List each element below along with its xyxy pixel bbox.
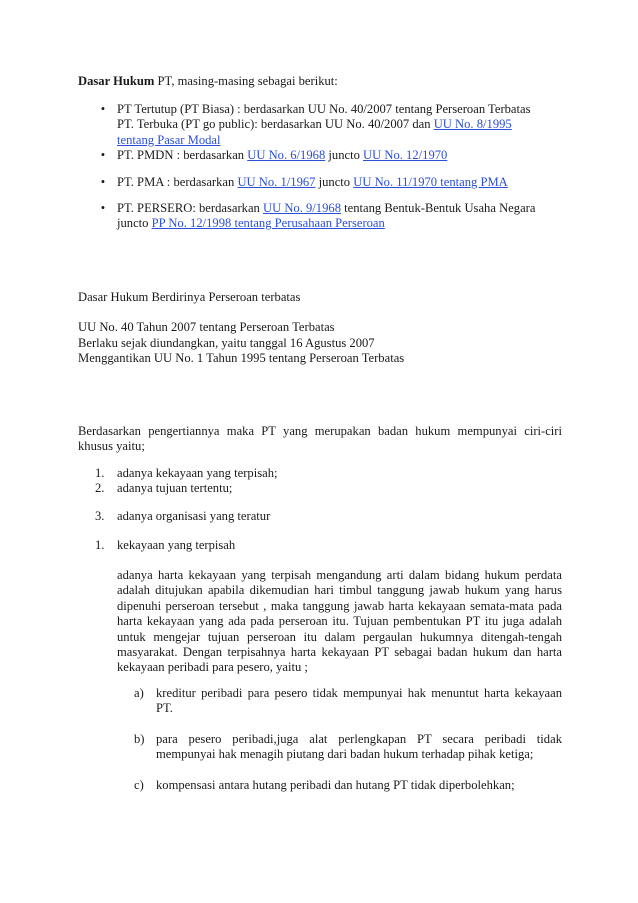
- bullet-text: juncto: [315, 174, 354, 189]
- bullet-text: [117, 216, 562, 231]
- text-line: Berlaku sejak diundangkan, yaitu tanggal 16 Agustus 2007: [78, 335, 375, 350]
- bullet-item: [100, 174, 562, 190]
- body-paragraph: adanya harta kekayaan yang terpisah mengandung arti dalam bidang hukum perdata adalah ditujukan apabila dikemudian hari timbul tanggung jawab hukum yang harus dipenuhi perseroan tersebut , maka tanggung jawab harta kekayaan semata-mata pada harta kekayaan yang ada pada perseroan itu. Tujuan pembentukan PT itu juga adalah untuk mengejar tujuan perseroan itu dalam pergaulan hukumnya ditengah-tengah masyarakat. Dengan terpisahnya harta kekayaan PT sebagai badan hukum dan harta kekayaan peribadi para pesero, yaitu ;: [117, 568, 562, 675]
- text-line: Menggantikan UU No. 1 Tahun 1995 tentang Perseroan Terbatas: [78, 351, 405, 366]
- text-line: UU No. 40 Tahun 2007 tentang Perseroan Terbatas: [78, 320, 335, 335]
- link-uu-1-1967[interactable]: UU No. 1/1967: [237, 174, 316, 189]
- bullet-text: [117, 117, 562, 132]
- section-heading: Dasar Hukum Berdirinya Perseroan terbatas: [78, 290, 301, 304]
- bullet-item: [100, 102, 562, 148]
- sub-item: [134, 686, 562, 717]
- link-uu-11-1970[interactable]: UU No. 11/1970 tentang PMA: [353, 174, 508, 189]
- bullet-text-part: juncto: [117, 216, 152, 231]
- bullet-list: [100, 102, 562, 232]
- link-pasar-modal[interactable]: tentang Pasar Modal: [117, 132, 221, 147]
- section-dasar-hukum: [78, 290, 562, 367]
- bullet-text-part: tentang Bentuk-Bentuk Usaha Negara: [341, 201, 536, 216]
- link-uu-12-1970[interactable]: UU No. 12/1970: [363, 148, 448, 163]
- bullet-icon: •: [100, 148, 106, 163]
- bullet-item: [100, 201, 562, 232]
- sub-item: [134, 731, 562, 763]
- link-uu-8-1995[interactable]: UU No. 8/1995: [433, 117, 512, 132]
- sub-text: para pesero peribadi,juga alat perlengkapan PT secara peribadi tidak mempunyai hak menagih piutang dari badan hukum terhadap pihak ketiga;: [156, 731, 562, 762]
- sub-heading: [95, 538, 562, 553]
- intro-bold: Dasar Hukum: [78, 74, 155, 88]
- list-number: 3.: [95, 508, 105, 523]
- list-item: [95, 508, 562, 524]
- list-number: 1.: [95, 538, 105, 552]
- link-uu-9-1968[interactable]: UU No. 9/1968: [262, 201, 341, 216]
- bullet-text: PT. PMA : berdasarkan: [117, 174, 238, 189]
- sub-heading-item: [95, 538, 562, 553]
- bullet-icon: •: [100, 174, 106, 189]
- list-number: 1.: [95, 466, 105, 480]
- ciri-list: [95, 466, 562, 524]
- bullet-text: PT Tertutup (PT Biasa) : berdasarkan UU No. 40/2007 tentang Perseroan Terbatas: [117, 102, 531, 116]
- sub-item: [134, 777, 562, 793]
- sub-label: c): [134, 777, 144, 792]
- list-item: [95, 466, 562, 481]
- list-number: 2.: [95, 481, 105, 496]
- sub-text: kompensasi antara hutang peribadi dan hutang PT tidak diperbolehkan;: [156, 777, 515, 792]
- sub-text: kreditur peribadi para pesero tidak mempunyai hak menuntut harta kekayaan PT.: [156, 686, 562, 716]
- list-text: adanya tujuan tertentu;: [117, 481, 233, 496]
- sub-heading-text: kekayaan yang terpisah: [117, 538, 236, 552]
- bullet-text: [117, 201, 562, 216]
- list-text: adanya kekayaan yang terpisah;: [117, 466, 278, 480]
- bullet-item: [100, 148, 562, 163]
- intro-text: PT, masing-masing sebagai berikut:: [154, 74, 338, 88]
- ciri-paragraph: Berdasarkan pengertiannya maka PT yang merupakan badan hukum mempunyai ciri-ciri khusus yaitu;: [78, 424, 562, 454]
- list-item: [95, 481, 562, 496]
- bullet-text-part: PT. Terbuka (PT go public): berdasarkan UU No. 40/2007 dan: [117, 117, 434, 132]
- bullet-text: juncto: [325, 148, 364, 163]
- bullet-text: [117, 133, 562, 148]
- sub-list: [134, 686, 562, 793]
- bullet-text-part: PT. PERSERO: berdasarkan: [117, 201, 263, 216]
- bullet-text: PT. PMDN : berdasarkan: [117, 148, 248, 163]
- bullet-icon: •: [100, 102, 106, 116]
- link-uu-6-1968[interactable]: UU No. 6/1968: [247, 148, 326, 163]
- list-text: adanya organisasi yang teratur: [117, 508, 271, 523]
- sub-label: b): [134, 731, 145, 746]
- bullet-icon: •: [100, 201, 106, 216]
- intro-line: [78, 74, 562, 89]
- sub-label: a): [134, 686, 144, 700]
- link-pp-12-1998[interactable]: PP No. 12/1998 tentang Perusahaan Perseroan: [151, 216, 385, 231]
